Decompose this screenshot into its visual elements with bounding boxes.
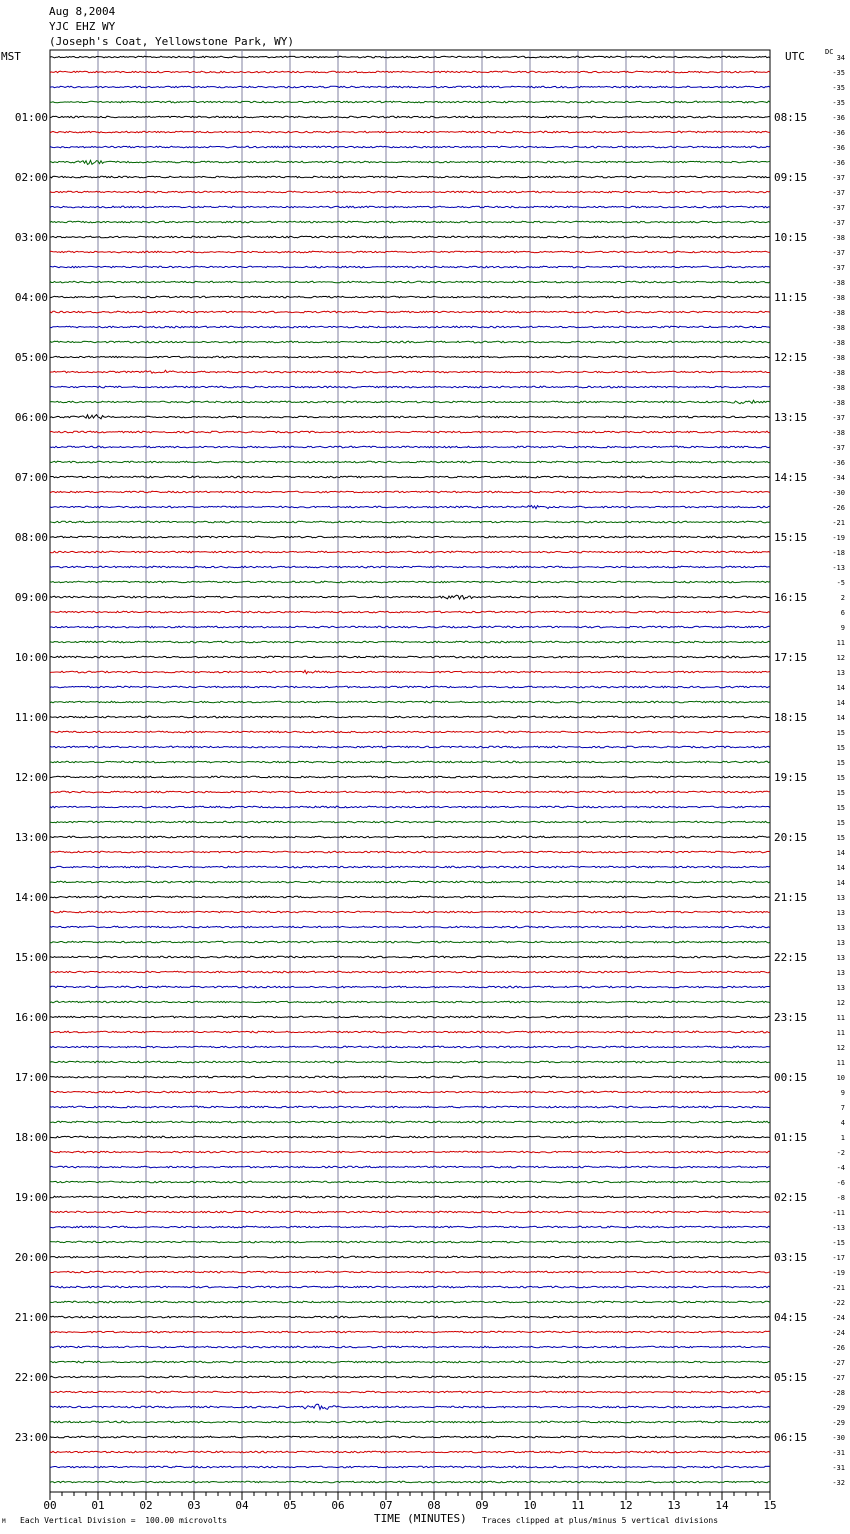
dc-offset-label: 1 [840,1134,845,1142]
utc-hour-label: 04:15 [774,1311,808,1324]
trace-line [50,776,770,778]
mst-hour-label: 04:00 [14,291,48,304]
trace-line [50,881,770,883]
dc-offset-label: 6 [840,609,845,617]
x-tick-label: 08 [427,1499,441,1512]
utc-hour-label: 17:15 [774,651,808,664]
trace-line [50,491,770,493]
dc-offset-label: 14 [836,864,845,872]
trace-line [50,461,770,463]
trace-line [50,926,770,928]
dc-offset-label: -37 [832,444,845,452]
trace-line [50,1166,770,1168]
trace-line [50,1346,770,1348]
trace-line [50,521,770,523]
dc-offset-label: 15 [836,774,845,782]
mst-hour-label: 23:00 [14,1431,48,1444]
utc-hour-label: 23:15 [774,1011,808,1024]
trace-line [50,386,770,388]
mst-hour-label: 05:00 [14,351,48,364]
trace-line [50,1046,770,1048]
station-location: (Joseph's Coat, Yellowstone Park, WY) [49,35,295,48]
mst-hour-label: 22:00 [14,1371,48,1384]
utc-hour-label: 05:15 [774,1371,808,1384]
dc-offset-label: -38 [832,324,845,332]
trace-line [50,1181,770,1183]
trace-line [50,1391,770,1393]
x-tick-label: 12 [619,1499,633,1512]
trace-line [50,1226,770,1228]
dc-offset-header: DC [825,48,834,56]
utc-hour-label: 20:15 [774,831,808,844]
trace-line [50,446,770,448]
dc-offset-label: 15 [836,729,845,737]
trace-line [50,956,770,958]
trace-line [50,1106,770,1108]
mst-hour-label: 19:00 [14,1191,48,1204]
trace-line [50,1031,770,1033]
utc-hour-label: 12:15 [774,351,808,364]
dc-offset-label: -26 [832,1344,845,1352]
x-tick-label: 13 [667,1499,681,1512]
dc-offset-label: -35 [832,84,845,92]
trace-line [50,341,770,343]
trace-line [50,911,770,913]
dc-offset-label: 7 [840,1104,845,1112]
mst-hour-label: 10:00 [14,651,48,664]
clipping-note: Traces clipped at plus/minus 5 vertical divisions [482,1516,719,1525]
station-code: YJC EHZ WY [49,20,116,33]
dc-offset-label: -21 [832,519,845,527]
dc-offset-label: 13 [836,984,845,992]
trace-line [50,581,770,583]
dc-offset-label: -34 [832,474,845,482]
dc-offset-label: -15 [832,1239,845,1247]
trace-line [50,986,770,988]
dc-offset-label: -18 [832,549,845,557]
dc-offset-label: -36 [832,114,845,122]
dc-offset-label: -35 [832,69,845,77]
trace-line [50,1436,770,1438]
dc-offset-label: 14 [836,879,845,887]
dc-offset-label: -37 [832,174,845,182]
trace-line [50,851,770,853]
trace-line [50,1211,770,1213]
dc-offset-label: -17 [832,1254,845,1262]
dc-offset-label: -38 [832,399,845,407]
dc-offset-label: 4 [840,1119,845,1127]
dc-offset-label: -36 [832,144,845,152]
trace-line [50,746,770,748]
dc-offset-label: -38 [832,369,845,377]
mst-hour-label: 17:00 [14,1071,48,1084]
trace-line [50,1196,770,1198]
trace-line [50,716,770,718]
x-tick-label: 09 [475,1499,489,1512]
utc-hour-label: 09:15 [774,171,808,184]
utc-hour-label: 02:15 [774,1191,808,1204]
trace-line [50,160,770,164]
trace-line [50,191,770,193]
trace-line [50,1016,770,1018]
dc-offset-label: -37 [832,204,845,212]
dc-offset-label: -13 [832,1224,845,1232]
trace-line [50,1061,770,1063]
dc-offset-label: -29 [832,1404,845,1412]
dc-offset-label: -36 [832,459,845,467]
trace-line [50,821,770,823]
dc-offset-label: -38 [832,309,845,317]
dc-offset-label: -31 [832,1449,845,1457]
dc-offset-label: -13 [832,564,845,572]
dc-offset-label: 15 [836,804,845,812]
dc-offset-label: -4 [836,1164,845,1172]
dc-offset-label: 34 [836,54,845,62]
utc-hour-label: 13:15 [774,411,808,424]
trace-line [50,1001,770,1003]
dc-offset-label: -38 [832,294,845,302]
dc-offset-label: 14 [836,684,845,692]
dc-offset-label: -37 [832,249,845,257]
dc-offset-label: -38 [832,354,845,362]
trace-line [50,1316,770,1318]
dc-offset-label: -30 [832,1434,845,1442]
mst-hour-label: 01:00 [14,111,48,124]
dc-offset-label: -24 [832,1329,845,1337]
utc-hour-label: 08:15 [774,111,808,124]
x-tick-label: 10 [523,1499,537,1512]
dc-offset-label: 13 [836,909,845,917]
trace-line [50,1136,770,1138]
trace-line [50,971,770,973]
trace-line [50,896,770,898]
trace-line [50,761,770,763]
trace-line [50,836,770,838]
dc-offset-label: 13 [836,954,845,962]
mst-hour-label: 13:00 [14,831,48,844]
x-tick-label: 06 [331,1499,345,1512]
trace-line [50,551,770,553]
trace-line [50,326,770,328]
trace-line [50,131,770,133]
trace-line [50,506,770,509]
dc-offset-label: 15 [836,834,845,842]
x-tick-label: 04 [235,1499,249,1512]
dc-offset-label: -27 [832,1359,845,1367]
trace-line [50,1076,770,1078]
dc-offset-label: -36 [832,159,845,167]
dc-offset-label: -21 [832,1284,845,1292]
dc-offset-label: 15 [836,819,845,827]
utc-hour-label: 06:15 [774,1431,808,1444]
dc-offset-label: 2 [840,594,845,602]
trace-line [50,626,770,628]
dc-offset-label: -37 [832,189,845,197]
x-tick-label: 14 [715,1499,729,1512]
trace-line [50,1481,770,1483]
trace-line [50,1286,770,1288]
mst-hour-label: 08:00 [14,531,48,544]
dc-offset-label: 12 [836,999,845,1007]
dc-offset-label: 13 [836,924,845,932]
dc-offset-label: -26 [832,504,845,512]
dc-offset-label: 14 [836,714,845,722]
trace-line [50,595,770,599]
x-tick-label: 07 [379,1499,393,1512]
mst-hour-label: 11:00 [14,711,48,724]
trace-line [50,806,770,808]
trace-line [50,611,770,613]
dc-offset-label: 13 [836,669,845,677]
trace-line [50,206,770,208]
right-timezone-label: UTC [785,50,805,63]
x-tick-label: 00 [43,1499,57,1512]
trace-line [50,1241,770,1243]
mst-hour-label: 07:00 [14,471,48,484]
trace-line [50,1361,770,1363]
trace-line [50,866,770,868]
dc-offset-label: 11 [836,1014,845,1022]
trace-line [50,701,770,703]
dc-offset-label: -38 [832,339,845,347]
trace-line [50,356,770,358]
trace-line [50,116,770,118]
trace-line [50,431,770,433]
trace-line [50,1271,770,1273]
dc-offset-label: 13 [836,969,845,977]
mst-hour-label: 03:00 [14,231,48,244]
utc-hour-label: 18:15 [774,711,808,724]
trace-line [50,1451,770,1453]
trace-line [50,731,770,733]
trace-line [50,1121,770,1123]
trace-line [50,370,770,373]
mst-hour-label: 06:00 [14,411,48,424]
dc-offset-label: -28 [832,1389,845,1397]
trace-line [50,1404,770,1409]
trace-line [50,1376,770,1378]
dc-offset-label: -36 [832,129,845,137]
footer-mark: M [2,1518,6,1525]
trace-line [50,56,770,58]
mst-hour-label: 12:00 [14,771,48,784]
trace-line [50,941,770,943]
trace-line [50,566,770,568]
dc-offset-label: -37 [832,264,845,272]
dc-offset-label: -38 [832,279,845,287]
dc-offset-label: 11 [836,1029,845,1037]
dc-offset-label: -38 [832,429,845,437]
dc-offset-label: -35 [832,99,845,107]
trace-line [50,1466,770,1468]
trace-line [50,686,770,688]
trace-line [50,146,770,148]
dc-offset-label: -37 [832,414,845,422]
vertical-scale-note: Each Vertical Division = 100.00 microvolts [20,1516,228,1525]
dc-offset-label: -38 [832,384,845,392]
trace-line [50,251,770,253]
dc-offset-label: -22 [832,1299,845,1307]
dc-offset-label: -38 [832,234,845,242]
trace-line [50,296,770,298]
utc-hour-label: 10:15 [774,231,808,244]
dc-offset-label: 11 [836,639,845,647]
trace-line [50,1091,770,1093]
x-axis-title: TIME (MINUTES) [374,1512,467,1525]
x-tick-label: 15 [763,1499,777,1512]
dc-offset-label: 14 [836,849,845,857]
trace-line [50,641,770,643]
dc-offset-label: -2 [836,1149,845,1157]
utc-hour-label: 00:15 [774,1071,808,1084]
mst-hour-label: 14:00 [14,891,48,904]
dc-offset-label: 15 [836,744,845,752]
dc-offset-label: -30 [832,489,845,497]
mst-hour-label: 21:00 [14,1311,48,1324]
dc-offset-label: 10 [836,1074,845,1082]
dc-offset-label: 13 [836,939,845,947]
trace-line [50,1331,770,1333]
dc-offset-label: 9 [840,1089,845,1097]
trace-line [50,101,770,103]
dc-offset-label: -24 [832,1314,845,1322]
x-tick-label: 05 [283,1499,297,1512]
trace-line [50,476,770,478]
trace-line [50,670,770,673]
x-tick-label: 01 [91,1499,105,1512]
mst-hour-label: 16:00 [14,1011,48,1024]
utc-hour-label: 21:15 [774,891,808,904]
dc-offset-label: -5 [836,579,845,587]
left-timezone-label: MST [1,50,21,63]
dc-offset-label: -11 [832,1209,845,1217]
trace-line [50,311,770,313]
trace-line [50,791,770,793]
trace-line [50,176,770,178]
trace-line [50,415,770,419]
utc-hour-label: 11:15 [774,291,808,304]
trace-line [50,656,770,658]
mst-hour-label: 20:00 [14,1251,48,1264]
dc-offset-label: -19 [832,1269,845,1277]
dc-offset-label: -29 [832,1419,845,1427]
utc-hour-label: 19:15 [774,771,808,784]
dc-offset-label: 12 [836,654,845,662]
mst-hour-label: 18:00 [14,1131,48,1144]
dc-offset-label: -6 [836,1179,845,1187]
trace-line [50,536,770,538]
dc-offset-label: -27 [832,1374,845,1382]
utc-hour-label: 14:15 [774,471,808,484]
dc-offset-label: -32 [832,1479,845,1487]
trace-line [50,1256,770,1258]
dc-offset-label: 15 [836,789,845,797]
trace-line [50,1151,770,1153]
mst-hour-label: 02:00 [14,171,48,184]
dc-offset-label: -37 [832,219,845,227]
mst-hour-label: 15:00 [14,951,48,964]
dc-offset-label: 9 [840,624,845,632]
dc-offset-label: -19 [832,534,845,542]
trace-line [50,266,770,268]
utc-hour-label: 01:15 [774,1131,808,1144]
mst-hour-label: 09:00 [14,591,48,604]
x-tick-label: 03 [187,1499,201,1512]
dc-offset-label: 13 [836,894,845,902]
utc-hour-label: 16:15 [774,591,808,604]
x-tick-label: 02 [139,1499,153,1512]
trace-line [50,1421,770,1423]
utc-hour-label: 22:15 [774,951,808,964]
trace-line [50,400,770,404]
trace-line [50,221,770,223]
dc-offset-label: 11 [836,1059,845,1067]
x-tick-label: 11 [571,1499,585,1512]
trace-line [50,1301,770,1303]
chart-date: Aug 8,2004 [49,5,116,18]
trace-line [50,281,770,283]
utc-hour-label: 15:15 [774,531,808,544]
dc-offset-label: 14 [836,699,845,707]
dc-offset-label: -8 [836,1194,845,1202]
dc-offset-label: 12 [836,1044,845,1052]
trace-line [50,236,770,238]
dc-offset-label: 15 [836,759,845,767]
trace-line [50,71,770,73]
trace-line [50,86,770,88]
dc-offset-label: -31 [832,1464,845,1472]
utc-hour-label: 03:15 [774,1251,808,1264]
